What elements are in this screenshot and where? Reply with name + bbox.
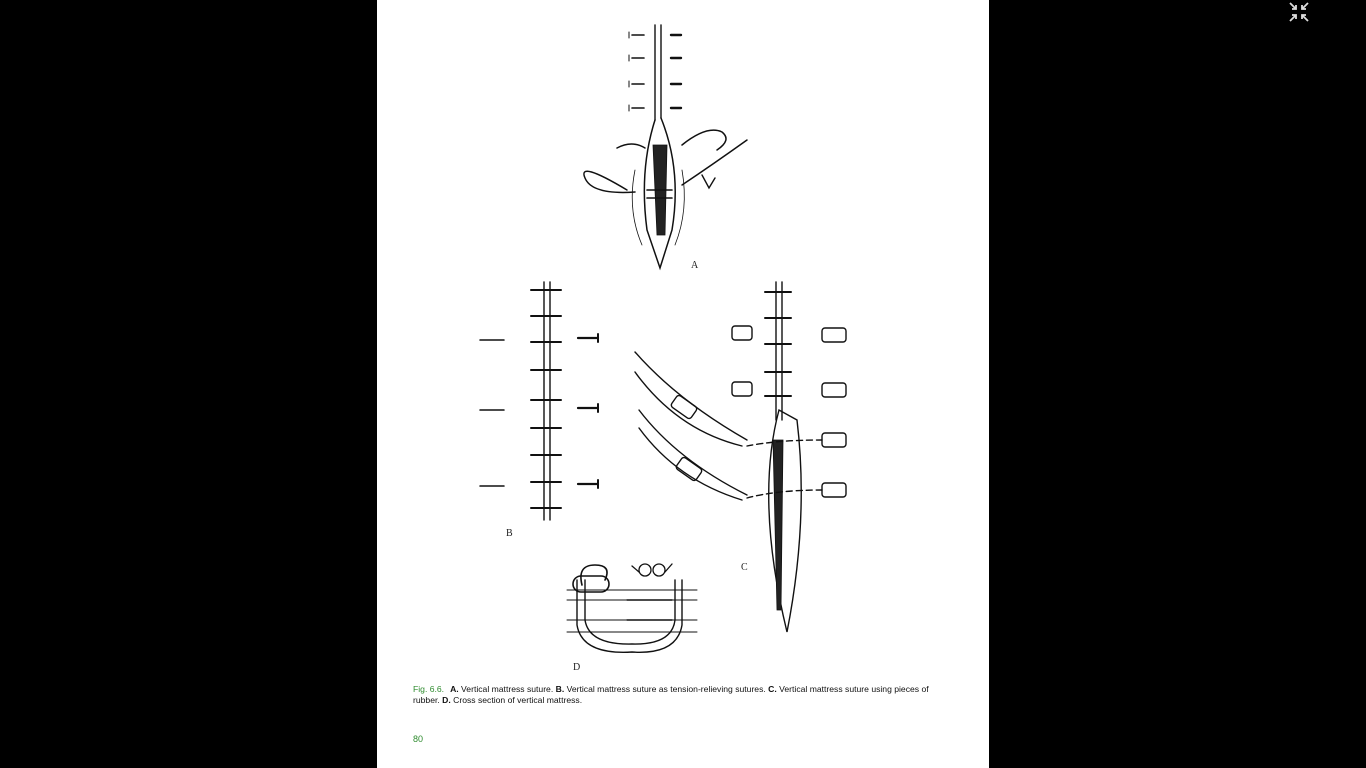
panel-label-c: C — [741, 562, 748, 573]
caption-text-b: Vertical mattress suture as tension-relieving sutures. — [564, 684, 769, 694]
panel-label-a: A — [691, 260, 699, 271]
caption-text-d: Cross section of vertical mattress. — [450, 695, 583, 705]
panel-a-drawing — [584, 25, 747, 268]
document-page — [377, 0, 989, 768]
figure-label: Fig. 6.6. — [413, 684, 445, 694]
panel-d-drawing — [567, 564, 697, 652]
caption-key-a: A. — [450, 684, 459, 694]
caption-key-d: D. — [442, 695, 451, 705]
panel-label-b: B — [506, 528, 513, 539]
caption-key-c: C. — [768, 684, 777, 694]
figure-caption — [413, 684, 933, 706]
caption-key-b: B. — [555, 684, 565, 694]
exit-fullscreen-icon[interactable] — [1287, 0, 1311, 24]
page-number: 80 — [413, 734, 424, 744]
panel-b-drawing — [480, 282, 598, 520]
surgical-illustration — [377, 0, 989, 680]
panel-label-d: D — [573, 662, 581, 673]
panel-c-drawing — [635, 282, 846, 632]
caption-text-c: Vertical mattress suture using pieces of rubber. — [413, 684, 929, 705]
caption-text-a: Vertical mattress suture. — [458, 684, 556, 694]
